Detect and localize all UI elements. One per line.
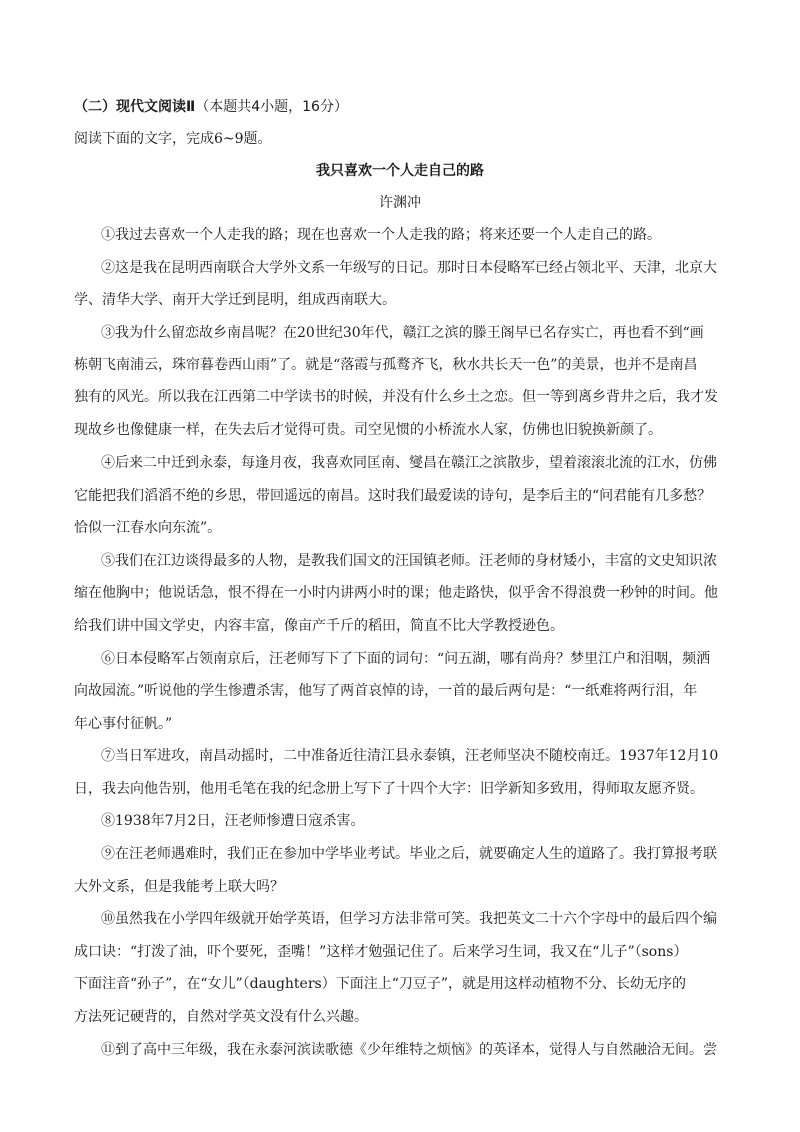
paragraph-line: 独有的风光。所以我在江西第二中学读书的时候，并没有什么乡土之恋。但一等到离乡背井之后，我才发 [74, 389, 718, 405]
paragraph-line: 学、清华大学、南开大学迁到昆明，组成西南联大。 [74, 292, 396, 308]
paragraph-line: ⑧1938年7月2日，汪老师惨遭日寇杀害。 [101, 813, 365, 829]
paragraph-line: ①我过去喜欢一个人走我的路；现在也喜欢一个人走我的路；将来还要一个人走自己的路。 [101, 227, 661, 243]
paragraph-line: 方法死记硬背的，自然对学英文没有什么兴趣。 [74, 1009, 368, 1025]
paragraph-line: ⑪到了高中三年级，我在永泰河滨读歌德《少年维特之烦恼》的英译本，觉得人与自然融洽无间。尝 [101, 1042, 717, 1058]
paragraph-line: 给我们讲中国文学史，内容丰富，像亩产千斤的稻田，简直不比大学教授逊色。 [74, 618, 564, 634]
paragraph-line: ⑤我们在江边谈得最多的人物，是教我们国文的汪国镇老师。汪老师的身材矮小，丰富的文史知识浓 [101, 553, 717, 569]
paragraph-line: ⑦当日军进攻，南昌动摇时，二中准备近往清江县永泰镇，汪老师坚决不随校南迁。1937年12月10 [101, 748, 719, 764]
reading-instruction: 阅读下面的文字，完成6~9题。 [74, 131, 272, 147]
article-author: 许渊冲 [379, 195, 421, 211]
paragraph-line: 向故园流。”听说他的学生惨遭杀害，他写了两首哀悼的诗，一首的最后两句是：“一纸难将两行泪，年 [74, 683, 698, 699]
paragraph-line: ⑥日本侵略军占领南京后，汪老师写下了下面的词句：“问五湖，哪有尚舟？梦里江户和泪咽，频洒 [101, 651, 711, 667]
paragraph-line: 大外文系，但是我能考上联大吗？ [74, 879, 284, 895]
section-score-note: （本题共4小题，16分） [195, 99, 348, 115]
paragraph-line: ②这是我在昆明西南联合大学外文系一年级写的日记。那时日本侵略军已经占领北平、天津，北京大 [101, 260, 717, 276]
paragraph-line: ⑨在汪老师遇难时，我们正在参加中学毕业考试。毕业之后，就要确定人生的道路了。我打算报考联 [101, 846, 717, 862]
paragraph-line: 年心事付征帆。” [74, 716, 173, 732]
paragraph-line: 恰似一江春水向东流”。 [74, 520, 222, 536]
paragraph-line: 成口诀：“打泼了油，吓个要死，歪嘴！”这样才勉强记住了。后来学习生词，我又在“儿子”（sons） [74, 944, 688, 960]
paragraph-line: 下面注音“孙子”，在“女儿”（daughters）下面注上“刀豆子”，就是用这样动植物不分、长幼无序的 [74, 976, 687, 992]
article-title: 我只喜欢一个人走自己的路 [316, 163, 484, 179]
paragraph-line: ⑩虽然我在小学四年级就开始学英语，但学习方法非常可笑。我把英文二十六个字母中的最后四个编 [101, 911, 717, 927]
section-title: （二）现代文阅读Ⅱ [74, 99, 196, 115]
paragraph-line: 日，我去向他告别，他用毛笔在我的纪念册上写下了十四个大字：旧学新知多致用，得师取友愿齐贤。 [74, 781, 704, 797]
paragraph-line: ④后来二中迁到永泰，每逢月夜，我喜欢同匡南、燮昌在赣江之滨散步，望着滚滚北流的江水，仿佛 [101, 455, 717, 471]
paragraph-line: ③我为什么留恋故乡南昌呢？在20世纪30年代，赣江之滨的滕王阁早已名存实亡，再也看不到“画 [101, 325, 704, 341]
paragraph-line: 它能把我们滔滔不绝的乡思，带回遥远的南昌。这时我们最爱读的诗句，是李后主的“问君能有几多愁？ [74, 488, 712, 504]
paragraph-line: 缩在他胸中；他说话急，恨不得在一小时内讲两小时的课；他走路快，似乎舍不得浪费一秒钟的时间。他 [74, 585, 718, 601]
paragraph-line: 栋朝飞南浦云，珠帘暮卷西山雨”了。就是“落霞与孤鹜齐飞，秋水共长天一色”的美景，也并不是南昌 [74, 357, 698, 373]
section-heading [74, 97, 348, 117]
paragraph-line: 现故乡也像健康一样，在失去后才觉得可贵。司空见惯的小桥流水人家，仿佛也旧貌换新颜了。 [74, 422, 662, 438]
